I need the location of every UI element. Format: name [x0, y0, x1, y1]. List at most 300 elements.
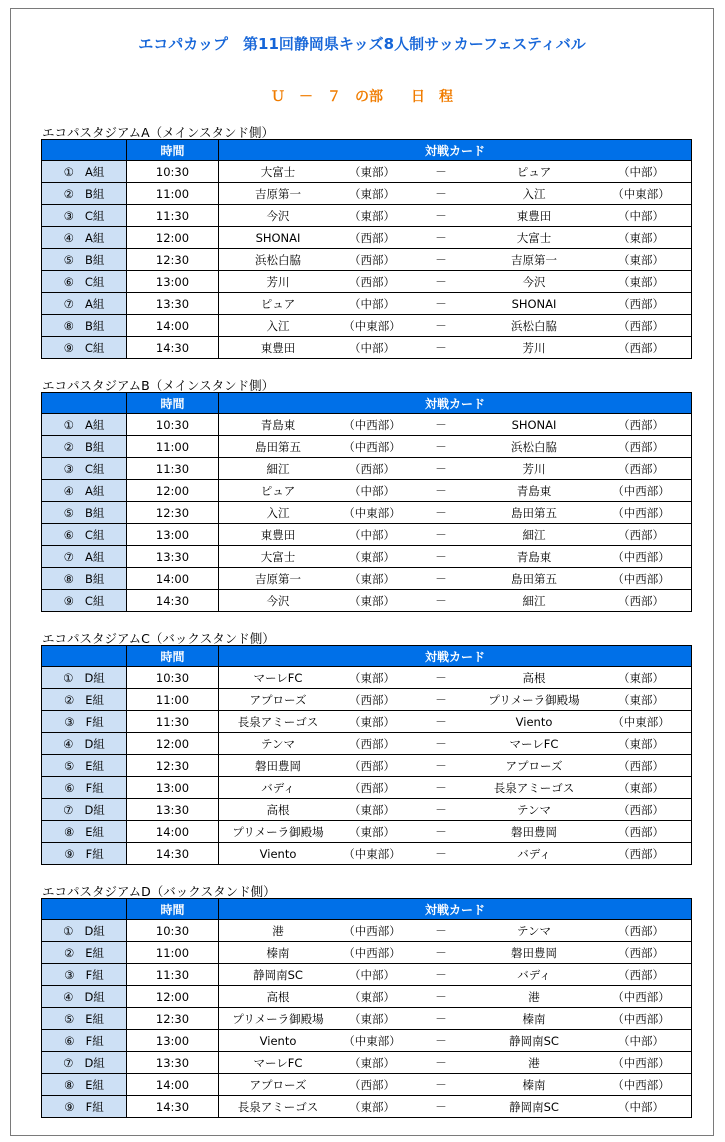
game-cell: [42, 1008, 127, 1030]
away-region: （西部）: [618, 296, 664, 311]
away-region: （中東部）: [612, 714, 670, 729]
versus-dash: －: [435, 208, 447, 223]
game-cell: [42, 337, 127, 359]
versus-dash: －: [435, 923, 447, 938]
home-region: （西部）: [349, 461, 395, 476]
away-region: （西部）: [618, 802, 664, 817]
home-team: 磐田豊岡: [255, 758, 301, 773]
away-region: （中部）: [618, 208, 664, 223]
home-team: 大富士: [260, 549, 296, 564]
match-card: [219, 711, 692, 733]
home-team: 入江: [266, 318, 290, 333]
game-number: ⑧: [63, 318, 74, 333]
table-row: [42, 590, 692, 612]
home-region: （東部）: [349, 1011, 395, 1026]
group-label: C組: [84, 340, 105, 355]
match-card: [219, 733, 692, 755]
game-cell: [42, 568, 127, 590]
header-match-card: 対戦カード: [219, 393, 692, 414]
game-number: ⑦: [63, 1055, 74, 1070]
away-team: 浜松白脇: [511, 318, 557, 333]
away-region: （中部）: [618, 1033, 664, 1048]
match-time: 10:30: [127, 414, 219, 436]
match-card: [219, 524, 692, 546]
group-label: F組: [85, 967, 104, 982]
table-row: [42, 1074, 692, 1096]
match-card: [219, 1030, 692, 1052]
table-row: [42, 755, 692, 777]
match-time: 10:30: [127, 920, 219, 942]
home-team: 吉原第一: [255, 186, 301, 201]
game-number: ②: [63, 186, 74, 201]
game-number: ⑦: [63, 296, 74, 311]
versus-dash: －: [435, 1011, 447, 1026]
home-region: （中東部）: [343, 846, 401, 861]
header-match-card: 対戦カード: [219, 646, 692, 667]
home-region: （東部）: [349, 1099, 395, 1114]
away-region: （中西部）: [612, 571, 670, 586]
away-region: （中東部）: [612, 186, 670, 201]
versus-dash: －: [435, 1077, 447, 1092]
away-region: （中西部）: [612, 505, 670, 520]
schedule-table: [41, 898, 692, 1118]
match-time: 12:30: [127, 1008, 219, 1030]
away-team: 芳川: [522, 340, 546, 355]
game-number: ①: [63, 417, 74, 432]
table-row: [42, 799, 692, 821]
game-number: ②: [63, 692, 75, 707]
match-card: [219, 799, 692, 821]
away-region: （中部）: [618, 1099, 664, 1114]
away-region: （西部）: [618, 527, 664, 542]
match-card: [219, 293, 692, 315]
match-card: [219, 502, 692, 524]
home-region: （中西部）: [343, 923, 401, 938]
game-number: ③: [64, 714, 75, 729]
home-region: （中部）: [349, 296, 395, 311]
away-team: 静岡南SC: [509, 1099, 559, 1114]
versus-dash: －: [435, 318, 447, 333]
game-cell: [42, 920, 127, 942]
home-team: 入江: [266, 505, 290, 520]
away-region: （西部）: [618, 824, 664, 839]
away-team: 島田第五: [511, 571, 557, 586]
versus-dash: －: [435, 593, 447, 608]
table-row: [42, 986, 692, 1008]
header-game: [42, 646, 127, 667]
group-label: D組: [84, 989, 105, 1004]
match-time: 14:30: [127, 843, 219, 865]
away-team: SHONAI: [511, 296, 557, 311]
home-team: 東豊田: [260, 340, 296, 355]
away-region: （西部）: [618, 967, 664, 982]
stadium-title: エコパスタジアムD（バックスタンド側）: [42, 884, 276, 899]
group-label: E組: [85, 945, 105, 960]
table-row: [42, 458, 692, 480]
table-row: [42, 227, 692, 249]
away-team: Viento: [515, 714, 553, 729]
group-label: D組: [84, 670, 105, 685]
match-time: 12:00: [127, 480, 219, 502]
home-region: （中東部）: [343, 318, 401, 333]
home-region: （東部）: [349, 670, 395, 685]
table-row: [42, 436, 692, 458]
versus-dash: －: [435, 1033, 447, 1048]
away-team: マーレFC: [509, 736, 559, 751]
group-label: C組: [84, 208, 105, 223]
match-card: [219, 227, 692, 249]
table-row: [42, 843, 692, 865]
home-region: （中西部）: [343, 417, 401, 432]
match-time: 11:30: [127, 205, 219, 227]
game-number: ⑨: [64, 846, 75, 861]
home-region: （中西部）: [343, 439, 401, 454]
match-card: [219, 249, 692, 271]
home-team: 港: [272, 923, 284, 938]
match-time: 14:00: [127, 1074, 219, 1096]
table-row: [42, 1052, 692, 1074]
stadium-title: エコパスタジアムA（メインスタンド側）: [42, 125, 275, 140]
game-cell: [42, 1074, 127, 1096]
away-region: （東部）: [618, 692, 664, 707]
game-cell: [42, 293, 127, 315]
group-label: C組: [84, 593, 105, 608]
home-team: 浜松白脇: [255, 252, 301, 267]
match-card: [219, 458, 692, 480]
match-time: 12:30: [127, 755, 219, 777]
match-time: 13:30: [127, 293, 219, 315]
versus-dash: －: [435, 1099, 447, 1114]
match-time: 13:00: [127, 777, 219, 799]
versus-dash: －: [435, 164, 447, 179]
group-label: C組: [84, 461, 105, 476]
game-number: ①: [63, 164, 74, 179]
match-time: 11:30: [127, 458, 219, 480]
home-team: 榛南: [266, 945, 290, 960]
table-row: [42, 777, 692, 799]
table-row: [42, 524, 692, 546]
home-region: （西部）: [349, 758, 395, 773]
match-time: 14:00: [127, 821, 219, 843]
away-team: 長泉アミーゴス: [493, 780, 575, 795]
away-team: 芳川: [522, 461, 546, 476]
match-time: 12:00: [127, 733, 219, 755]
away-team: 青島東: [516, 549, 552, 564]
home-region: （中部）: [349, 527, 395, 542]
away-team: 細江: [522, 593, 546, 608]
table-row: [42, 1030, 692, 1052]
home-region: （東部）: [349, 1055, 395, 1070]
home-region: （西部）: [349, 780, 395, 795]
table-row: [42, 733, 692, 755]
match-card: [219, 205, 692, 227]
game-number: ⑤: [63, 758, 75, 773]
away-region: （西部）: [618, 593, 664, 608]
versus-dash: －: [435, 461, 447, 476]
header-match-card: 対戦カード: [219, 899, 692, 920]
away-region: （中西部）: [612, 549, 670, 564]
game-cell: [42, 161, 127, 183]
game-cell: [42, 986, 127, 1008]
away-region: （東部）: [618, 230, 664, 245]
match-time: 13:30: [127, 799, 219, 821]
group-label: F組: [85, 846, 104, 861]
match-card: [219, 986, 692, 1008]
match-card: [219, 590, 692, 612]
page-subtitle: Ｕ － ７ の部 日 程: [271, 89, 453, 105]
game-cell: [42, 271, 127, 293]
home-team: 長泉アミーゴス: [237, 1099, 319, 1114]
game-number: ②: [63, 439, 74, 454]
home-team: 青島東: [260, 417, 296, 432]
table-row: [42, 1008, 692, 1030]
home-team: バディ: [261, 780, 295, 795]
away-team: ピュア: [516, 164, 552, 179]
header-match-card: 対戦カード: [219, 140, 692, 161]
away-team: 東豊田: [516, 208, 552, 223]
game-number: ⑥: [63, 527, 74, 542]
home-region: （東部）: [349, 714, 395, 729]
match-time: 12:30: [127, 502, 219, 524]
away-region: （中西部）: [612, 1055, 670, 1070]
game-number: ③: [63, 461, 74, 476]
home-team: プリメーラ御殿場: [232, 824, 324, 839]
game-number: ⑥: [63, 274, 74, 289]
away-team: プリメーラ御殿場: [488, 692, 580, 707]
away-region: （西部）: [618, 340, 664, 355]
away-region: （東部）: [618, 780, 664, 795]
away-region: （西部）: [618, 846, 664, 861]
home-team: マーレFC: [253, 670, 303, 685]
home-region: （東部）: [349, 164, 395, 179]
game-number: ⑥: [64, 1033, 75, 1048]
home-region: （東部）: [349, 824, 395, 839]
table-row: [42, 667, 692, 689]
match-card: [219, 920, 692, 942]
home-team: 大富士: [260, 164, 296, 179]
versus-dash: －: [435, 1055, 447, 1070]
match-card: [219, 436, 692, 458]
game-cell: [42, 458, 127, 480]
game-cell: [42, 414, 127, 436]
home-region: （西部）: [349, 252, 395, 267]
game-cell: [42, 227, 127, 249]
table-row: [42, 414, 692, 436]
table-row: [42, 271, 692, 293]
table-row: [42, 568, 692, 590]
match-time: 11:00: [127, 689, 219, 711]
match-time: 12:30: [127, 249, 219, 271]
away-region: （西部）: [618, 945, 664, 960]
game-cell: [42, 436, 127, 458]
versus-dash: －: [435, 780, 447, 795]
game-cell: [42, 183, 127, 205]
game-number: ⑥: [64, 780, 75, 795]
home-region: （中東部）: [343, 1033, 401, 1048]
home-team: 高根: [266, 802, 290, 817]
match-card: [219, 480, 692, 502]
versus-dash: －: [435, 692, 447, 707]
home-team: 東豊田: [260, 527, 296, 542]
match-card: [219, 161, 692, 183]
away-team: 大富士: [516, 230, 552, 245]
table-row: [42, 183, 692, 205]
match-card: [219, 843, 692, 865]
group-label: B組: [84, 439, 105, 454]
versus-dash: －: [435, 505, 447, 520]
match-time: 14:00: [127, 568, 219, 590]
table-row: [42, 1096, 692, 1118]
match-time: 11:00: [127, 942, 219, 964]
away-region: （西部）: [618, 758, 664, 773]
versus-dash: －: [435, 417, 447, 432]
game-number: ⑦: [63, 802, 74, 817]
home-team: 長泉アミーゴス: [237, 714, 319, 729]
away-region: （中部）: [618, 164, 664, 179]
home-team: Viento: [259, 1033, 297, 1048]
group-label: B組: [84, 318, 105, 333]
game-cell: [42, 777, 127, 799]
group-label: F組: [85, 714, 104, 729]
header-game: [42, 899, 127, 920]
home-region: （西部）: [349, 274, 395, 289]
game-cell: [42, 755, 127, 777]
home-team: マーレFC: [253, 1055, 303, 1070]
schedule-table: [41, 139, 692, 359]
table-header-row: [42, 140, 692, 161]
match-time: 12:00: [127, 227, 219, 249]
versus-dash: －: [435, 274, 447, 289]
home-team: プリメーラ御殿場: [232, 1011, 324, 1026]
match-card: [219, 1008, 692, 1030]
table-row: [42, 546, 692, 568]
away-team: 榛南: [522, 1077, 546, 1092]
table-row: [42, 502, 692, 524]
away-region: （中西部）: [612, 989, 670, 1004]
table-row: [42, 821, 692, 843]
group-label: E組: [85, 692, 105, 707]
group-label: F組: [85, 780, 104, 795]
game-cell: [42, 1096, 127, 1118]
group-label: B組: [84, 186, 105, 201]
away-team: 今沢: [522, 274, 546, 289]
match-card: [219, 1074, 692, 1096]
game-number: ⑦: [63, 549, 74, 564]
match-time: 11:00: [127, 436, 219, 458]
group-label: D組: [84, 802, 105, 817]
match-time: 11:30: [127, 964, 219, 986]
versus-dash: －: [435, 802, 447, 817]
group-label: A組: [84, 483, 105, 498]
away-region: （中西部）: [612, 1011, 670, 1026]
home-team: アプローズ: [249, 692, 307, 707]
group-label: D組: [84, 736, 105, 751]
header-time: 時間: [127, 899, 219, 920]
table-row: [42, 161, 692, 183]
home-region: （西部）: [349, 1077, 395, 1092]
game-number: ⑨: [63, 340, 74, 355]
versus-dash: －: [435, 967, 447, 982]
game-number: ④: [63, 483, 74, 498]
home-team: 今沢: [266, 593, 290, 608]
home-region: （中東部）: [343, 505, 401, 520]
game-cell: [42, 689, 127, 711]
table-row: [42, 942, 692, 964]
game-cell: [42, 799, 127, 821]
match-time: 10:30: [127, 161, 219, 183]
match-time: 13:00: [127, 524, 219, 546]
schedule-table: [41, 392, 692, 612]
away-team: テンマ: [517, 802, 551, 817]
match-card: [219, 942, 692, 964]
away-team: 港: [528, 989, 540, 1004]
home-region: （東部）: [349, 802, 395, 817]
home-team: テンマ: [261, 736, 295, 751]
away-team: SHONAI: [511, 417, 557, 432]
away-region: （東部）: [618, 252, 664, 267]
away-team: 磐田豊岡: [511, 945, 557, 960]
away-team: 榛南: [522, 1011, 546, 1026]
match-card: [219, 777, 692, 799]
match-time: 12:00: [127, 986, 219, 1008]
away-region: （中西部）: [612, 1077, 670, 1092]
group-label: E組: [85, 1077, 105, 1092]
page-title: エコパカップ 第11回静岡県キッズ8人制サッカーフェスティバル: [138, 35, 586, 53]
away-team: 細江: [522, 527, 546, 542]
away-team: 島田第五: [511, 505, 557, 520]
header-time: 時間: [127, 393, 219, 414]
group-label: B組: [84, 252, 105, 267]
table-row: [42, 920, 692, 942]
table-row: [42, 337, 692, 359]
match-time: 14:00: [127, 315, 219, 337]
game-cell: [42, 964, 127, 986]
versus-dash: －: [435, 670, 447, 685]
table-row: [42, 205, 692, 227]
game-number: ④: [63, 230, 74, 245]
away-region: （西部）: [618, 439, 664, 454]
away-region: （西部）: [618, 461, 664, 476]
match-time: 10:30: [127, 667, 219, 689]
game-cell: [42, 480, 127, 502]
group-label: E組: [85, 824, 105, 839]
away-region: （西部）: [618, 318, 664, 333]
match-card: [219, 689, 692, 711]
away-team: バディ: [517, 846, 551, 861]
away-team: 高根: [522, 670, 546, 685]
match-card: [219, 667, 692, 689]
home-region: （東部）: [349, 208, 395, 223]
group-label: A組: [84, 164, 105, 179]
group-label: C組: [84, 527, 105, 542]
group-label: A組: [84, 417, 105, 432]
game-number: ⑧: [63, 824, 75, 839]
table-row: [42, 315, 692, 337]
group-label: F組: [85, 1099, 104, 1114]
versus-dash: －: [435, 252, 447, 267]
versus-dash: －: [435, 230, 447, 245]
home-team: 吉原第一: [255, 571, 301, 586]
away-team: 静岡南SC: [509, 1033, 559, 1048]
versus-dash: －: [435, 571, 447, 586]
group-label: A組: [84, 549, 105, 564]
away-team: 浜松白脇: [511, 439, 557, 454]
home-region: （西部）: [349, 692, 395, 707]
away-team: アプローズ: [505, 758, 563, 773]
header-game: [42, 140, 127, 161]
schedule-page: [10, 8, 714, 1136]
match-card: [219, 315, 692, 337]
